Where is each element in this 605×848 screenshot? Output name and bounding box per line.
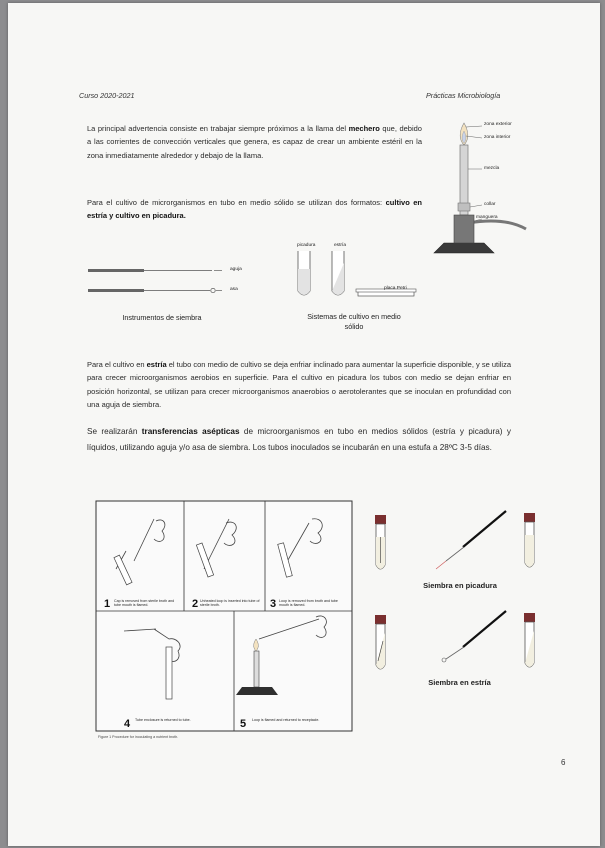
step-5-number: 5 — [240, 718, 247, 730]
step-5-text: Loop is flamed and returned to receptacle. — [252, 718, 320, 722]
burner-label-hose: manguera — [476, 215, 498, 220]
label-estria: estría — [334, 243, 346, 248]
label-picadura: picadura — [297, 243, 316, 248]
caption-systems: Sistemas de cultivo en medio sólido — [307, 312, 401, 331]
caption-siembra-picadura: Siembra en picadura — [423, 581, 497, 590]
paragraph-formats: Para el cultivo de microrganismos en tubo en medio sólido se utilizan dos formatos: cultivo en estría y cultivo en picadura. — [87, 198, 422, 221]
figure-caption: Figure 1 Procedure for inoculating a nutrient broth. — [98, 735, 179, 739]
step-2-number: 2 — [192, 598, 199, 610]
step-4-number: 4 — [124, 718, 131, 730]
step-4-text: Tube enclosure is returned to tube. — [135, 718, 191, 722]
inoculation-procedure-figure — [94, 499, 354, 744]
bunsen-burner-diagram — [422, 111, 562, 261]
caption-siembra-estria: Siembra en estría — [428, 678, 491, 687]
step-3-text: Loop is removed from broth and tube mouth is flamed. — [279, 599, 338, 608]
step-1-text: Cap is removed from sterile broth and tube mouth is flamed. — [114, 599, 175, 608]
paragraph-flame-warning: La principal advertencia consiste en trabajar siempre próximos a la llama del mechero que, debido a las corrientes de convección verticales que genera, es capaz de crear un ambiente estéril en la zona inmediatamente alrededor y debajo de la llama. — [87, 124, 422, 160]
paragraph-aseptic-transfers: Se realizarán transferencias asépticas de microorganismos en tubo en medios sólidos (estría y picadura) y líquidos, utilizando aguja y/o asa de siembra. Los tubos inoculados se incubarán en una estufa a 28ºC 3-5 días. — [87, 427, 511, 452]
document-page — [8, 3, 600, 846]
label-asa: asa — [230, 287, 238, 292]
burner-label-inner: zona interior — [484, 135, 511, 140]
siembra-diagrams — [368, 507, 548, 687]
label-aguja: aguja — [230, 267, 242, 272]
culture-systems-diagram — [288, 239, 438, 309]
burner-label-collar: collar — [484, 202, 496, 207]
paragraph-culture-methods: Para el cultivo en estría el tubo con medio de cultivo se deja enfriar inclinado para aumentar la superficie disponible, y se utiliza para crecer microorganismos aerobios en superficie. Para el cultivo en picadura los tubos con medio se dejan enfriar en posición horizontal, se utilizan para crecer microorganismos anaerobios o aerotolerantes que se inoculan en profundidad con una aguja de siembra. — [87, 360, 512, 409]
caption-instruments: Instrumentos de siembra — [122, 313, 202, 322]
label-petri: placa Petri — [384, 286, 407, 291]
header-subject: Prácticas Microbiología — [426, 91, 501, 100]
step-1-number: 1 — [104, 598, 111, 610]
page-number: 6 — [561, 758, 566, 767]
step-2-text: Unheated loop is inserted into tube of sterile broth. — [200, 599, 260, 608]
header-course: Curso 2020-2021 — [79, 91, 135, 100]
burner-label-outer: zona exterior — [484, 122, 512, 127]
step-3-number: 3 — [270, 598, 277, 610]
burner-label-mix: mezcla — [484, 166, 500, 171]
